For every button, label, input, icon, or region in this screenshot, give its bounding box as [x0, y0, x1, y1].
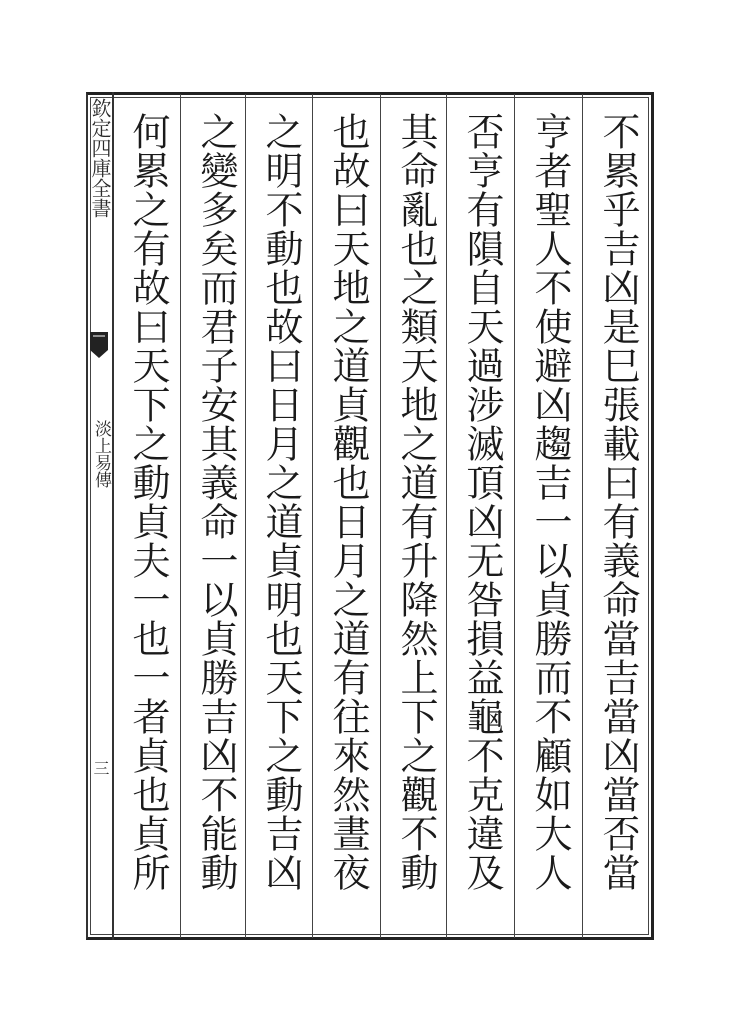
- column-rule: [582, 94, 583, 938]
- text-column-5: 也故曰天地之道貞觀也日月之道有往來然晝夜: [326, 112, 370, 892]
- text-column-8: 何累之有故曰天下之動貞夫一也一者貞也貞所: [126, 112, 170, 892]
- column-rule: [245, 94, 246, 938]
- text-column-2: 亨者聖人不使避凶趨吉一以貞勝而不顧如大人: [528, 112, 572, 892]
- margin-title: 欽定四庫全書: [88, 98, 112, 218]
- margin-strip: [86, 92, 114, 940]
- fishtail-ornament-icon: [88, 330, 110, 360]
- column-rule: [380, 94, 381, 938]
- column-rule: [180, 94, 181, 938]
- column-rule: [446, 94, 447, 938]
- text-column-1: 不累乎吉凶是巳張載曰有義命當吉當凶當否當: [596, 112, 640, 892]
- margin-page-number: 三: [91, 760, 110, 776]
- column-rule: [312, 94, 313, 938]
- text-column-7: 之變多矣而君子安其義命一以貞勝吉凶不能動: [194, 112, 238, 892]
- text-column-6: 之明不動也故曰日月之道貞明也天下之動吉凶: [259, 112, 303, 892]
- column-rule: [514, 94, 515, 938]
- margin-book-title: 淡上易傳: [91, 420, 111, 488]
- text-column-4: 其命亂也之類天地之道有升降然上下之觀不動: [394, 112, 438, 892]
- text-column-3: 否亨有隕自天過涉滅頂凶无咎損益龜不克違及: [460, 112, 504, 892]
